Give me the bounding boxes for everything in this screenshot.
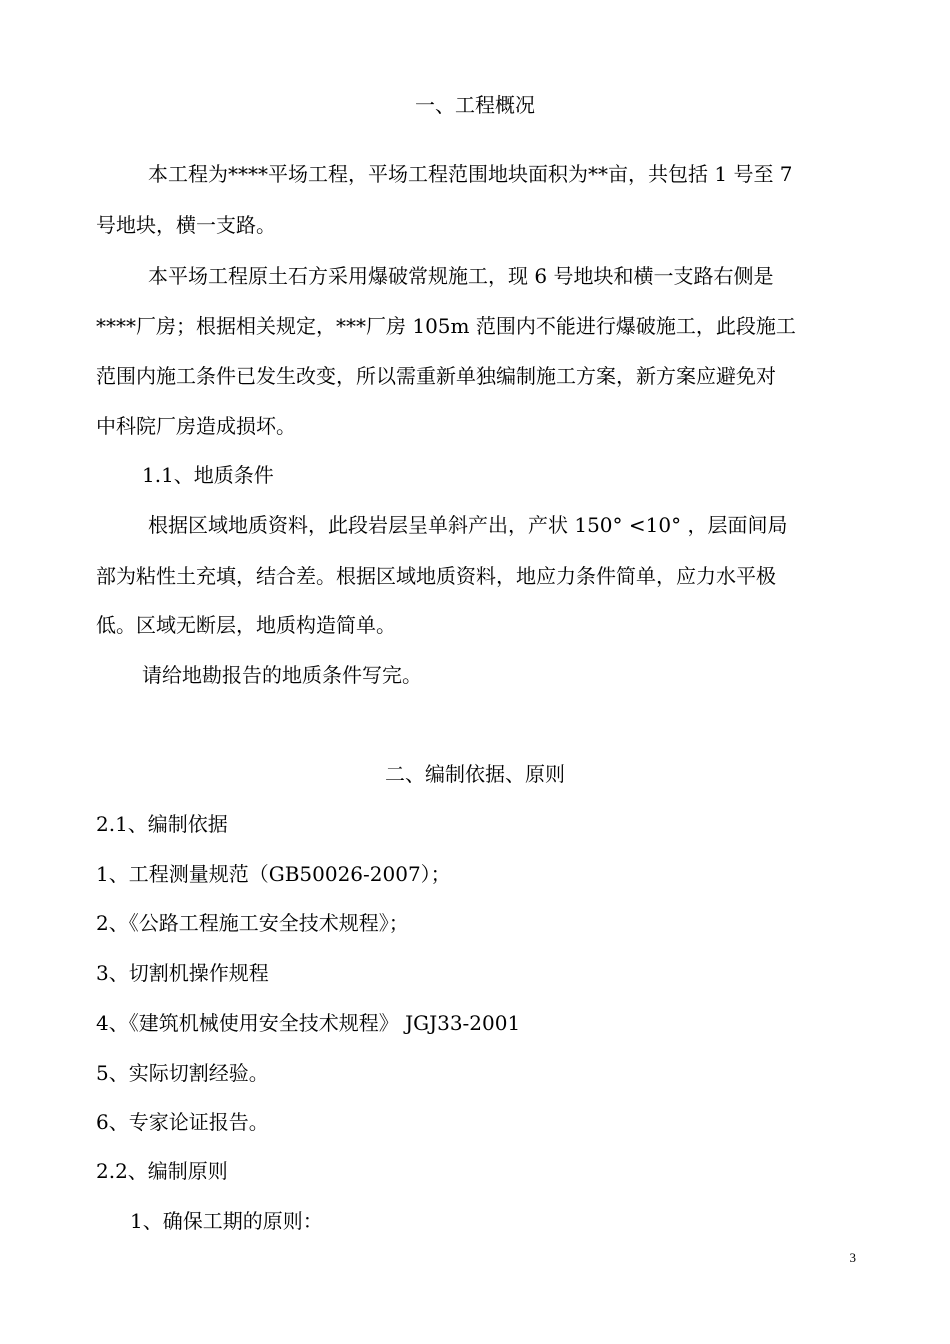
para1-line2: 号地块，横一支路。 [96, 213, 276, 237]
geology-subheading: 1.1、地质条件 [142, 463, 274, 487]
para3-line2: 部为粘性土充填，结合差。根据区域地质资料，地应力条件简单，应力水平极 [96, 564, 776, 588]
para1-line1: 本工程为****平场工程，平场工程范围地块面积为**亩，共包括 1 号至 7 [148, 162, 793, 186]
section2-heading: 二、编制依据、原则 [385, 762, 565, 786]
list-item: 3、切割机操作规程 [96, 961, 269, 985]
list-item: 5、实际切割经验。 [96, 1061, 269, 1085]
para3-line1: 根据区域地质资料，此段岩层呈单斜产出，产状 150° <10° ，层面间局 [148, 513, 788, 537]
para2-line3: 范围内施工条件已发生改变，所以需重新单独编制施工方案，新方案应避免对 [96, 364, 776, 388]
basis-subheading: 2.1、编制依据 [96, 812, 228, 836]
para3-line3: 低。区域无断层，地质构造简单。 [96, 613, 396, 637]
para4: 请给地勘报告的地质条件写完。 [142, 663, 422, 687]
principle-item: 1、确保工期的原则： [130, 1209, 323, 1233]
principle-subheading: 2.2、编制原则 [96, 1159, 228, 1183]
page-number: 3 [849, 1250, 856, 1265]
list-item: 1、工程测量规范（GB50026-2007）； [96, 862, 451, 886]
para2-line2: ****厂房；根据相关规定，***厂房 105m 范围内不能进行爆破施工，此段施工 [96, 314, 796, 338]
list-item: 6、专家论证报告。 [96, 1110, 269, 1134]
section1-heading: 一、工程概况 [415, 93, 535, 117]
list-item: 2、《公路工程施工安全技术规程》； [96, 911, 409, 935]
list-item: 4、《建筑机械使用安全技术规程》 JGJ33-2001 [96, 1011, 521, 1035]
para2-line4: 中科院厂房造成损坏。 [96, 414, 296, 438]
para2-line1: 本平场工程原土石方采用爆破常规施工，现 6 号地块和横一支路右侧是 [148, 264, 774, 288]
